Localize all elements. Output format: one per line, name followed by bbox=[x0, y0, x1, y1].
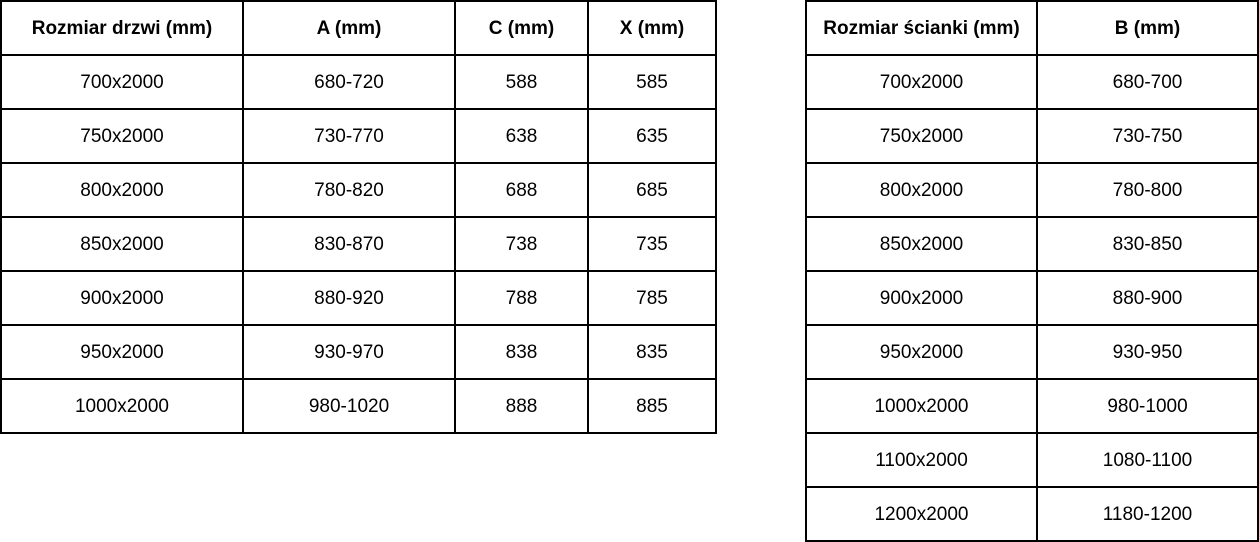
table-cell: 980-1020 bbox=[243, 379, 455, 433]
table-cell: 930-970 bbox=[243, 325, 455, 379]
table-cell: 850x2000 bbox=[806, 217, 1037, 271]
header-row bbox=[1, 1, 716, 55]
table-row bbox=[806, 433, 1258, 487]
column-header: C (mm) bbox=[455, 1, 588, 55]
table-cell: 830-870 bbox=[243, 217, 455, 271]
table-cell: 980-1000 bbox=[1037, 379, 1258, 433]
table-row bbox=[806, 55, 1258, 109]
table-cell: 780-820 bbox=[243, 163, 455, 217]
table-cell: 900x2000 bbox=[806, 271, 1037, 325]
table-cell: 850x2000 bbox=[1, 217, 243, 271]
table-cell: 738 bbox=[455, 217, 588, 271]
table-cell: 1000x2000 bbox=[1, 379, 243, 433]
table-row bbox=[806, 217, 1258, 271]
table-cell: 588 bbox=[455, 55, 588, 109]
table-row bbox=[806, 109, 1258, 163]
column-header: A (mm) bbox=[243, 1, 455, 55]
table-row bbox=[1, 109, 716, 163]
table-row bbox=[1, 325, 716, 379]
table-cell: 830-850 bbox=[1037, 217, 1258, 271]
table-cell: 838 bbox=[455, 325, 588, 379]
table-cell: 1100x2000 bbox=[806, 433, 1037, 487]
table-cell: 800x2000 bbox=[1, 163, 243, 217]
table-row bbox=[806, 325, 1258, 379]
table-row bbox=[806, 487, 1258, 541]
table-cell: 730-770 bbox=[243, 109, 455, 163]
table-row bbox=[806, 163, 1258, 217]
table-cell: 638 bbox=[455, 109, 588, 163]
table-row bbox=[1, 55, 716, 109]
table-cell: 750x2000 bbox=[1, 109, 243, 163]
header-row bbox=[806, 1, 1258, 55]
table-cell: 835 bbox=[588, 325, 716, 379]
table-cell: 885 bbox=[588, 379, 716, 433]
wall-panel-sizes-table bbox=[805, 0, 1259, 542]
table-cell: 700x2000 bbox=[1, 55, 243, 109]
table-cell: 1200x2000 bbox=[806, 487, 1037, 541]
table-cell: 1080-1100 bbox=[1037, 433, 1258, 487]
table-cell: 780-800 bbox=[1037, 163, 1258, 217]
table-row bbox=[1, 217, 716, 271]
door-sizes-table bbox=[0, 0, 717, 434]
table-cell: 930-950 bbox=[1037, 325, 1258, 379]
table-row bbox=[806, 379, 1258, 433]
table-cell: 880-900 bbox=[1037, 271, 1258, 325]
table-cell: 635 bbox=[588, 109, 716, 163]
table-cell: 688 bbox=[455, 163, 588, 217]
table-cell: 730-750 bbox=[1037, 109, 1258, 163]
column-header: Rozmiar drzwi (mm) bbox=[1, 1, 243, 55]
table-cell: 685 bbox=[588, 163, 716, 217]
table-row bbox=[1, 271, 716, 325]
table-cell: 1000x2000 bbox=[806, 379, 1037, 433]
table-cell: 585 bbox=[588, 55, 716, 109]
table-row bbox=[806, 271, 1258, 325]
table-cell: 680-700 bbox=[1037, 55, 1258, 109]
table-row bbox=[1, 379, 716, 433]
table-row bbox=[1, 163, 716, 217]
table-cell: 788 bbox=[455, 271, 588, 325]
table-cell: 750x2000 bbox=[806, 109, 1037, 163]
column-header: X (mm) bbox=[588, 1, 716, 55]
column-header: B (mm) bbox=[1037, 1, 1258, 55]
table-cell: 900x2000 bbox=[1, 271, 243, 325]
table-cell: 888 bbox=[455, 379, 588, 433]
table-cell: 1180-1200 bbox=[1037, 487, 1258, 541]
table-cell: 880-920 bbox=[243, 271, 455, 325]
table-cell: 735 bbox=[588, 217, 716, 271]
column-header: Rozmiar ścianki (mm) bbox=[806, 1, 1037, 55]
table-cell: 700x2000 bbox=[806, 55, 1037, 109]
table-cell: 950x2000 bbox=[806, 325, 1037, 379]
table-cell: 680-720 bbox=[243, 55, 455, 109]
table-cell: 785 bbox=[588, 271, 716, 325]
table-cell: 800x2000 bbox=[806, 163, 1037, 217]
table-cell: 950x2000 bbox=[1, 325, 243, 379]
